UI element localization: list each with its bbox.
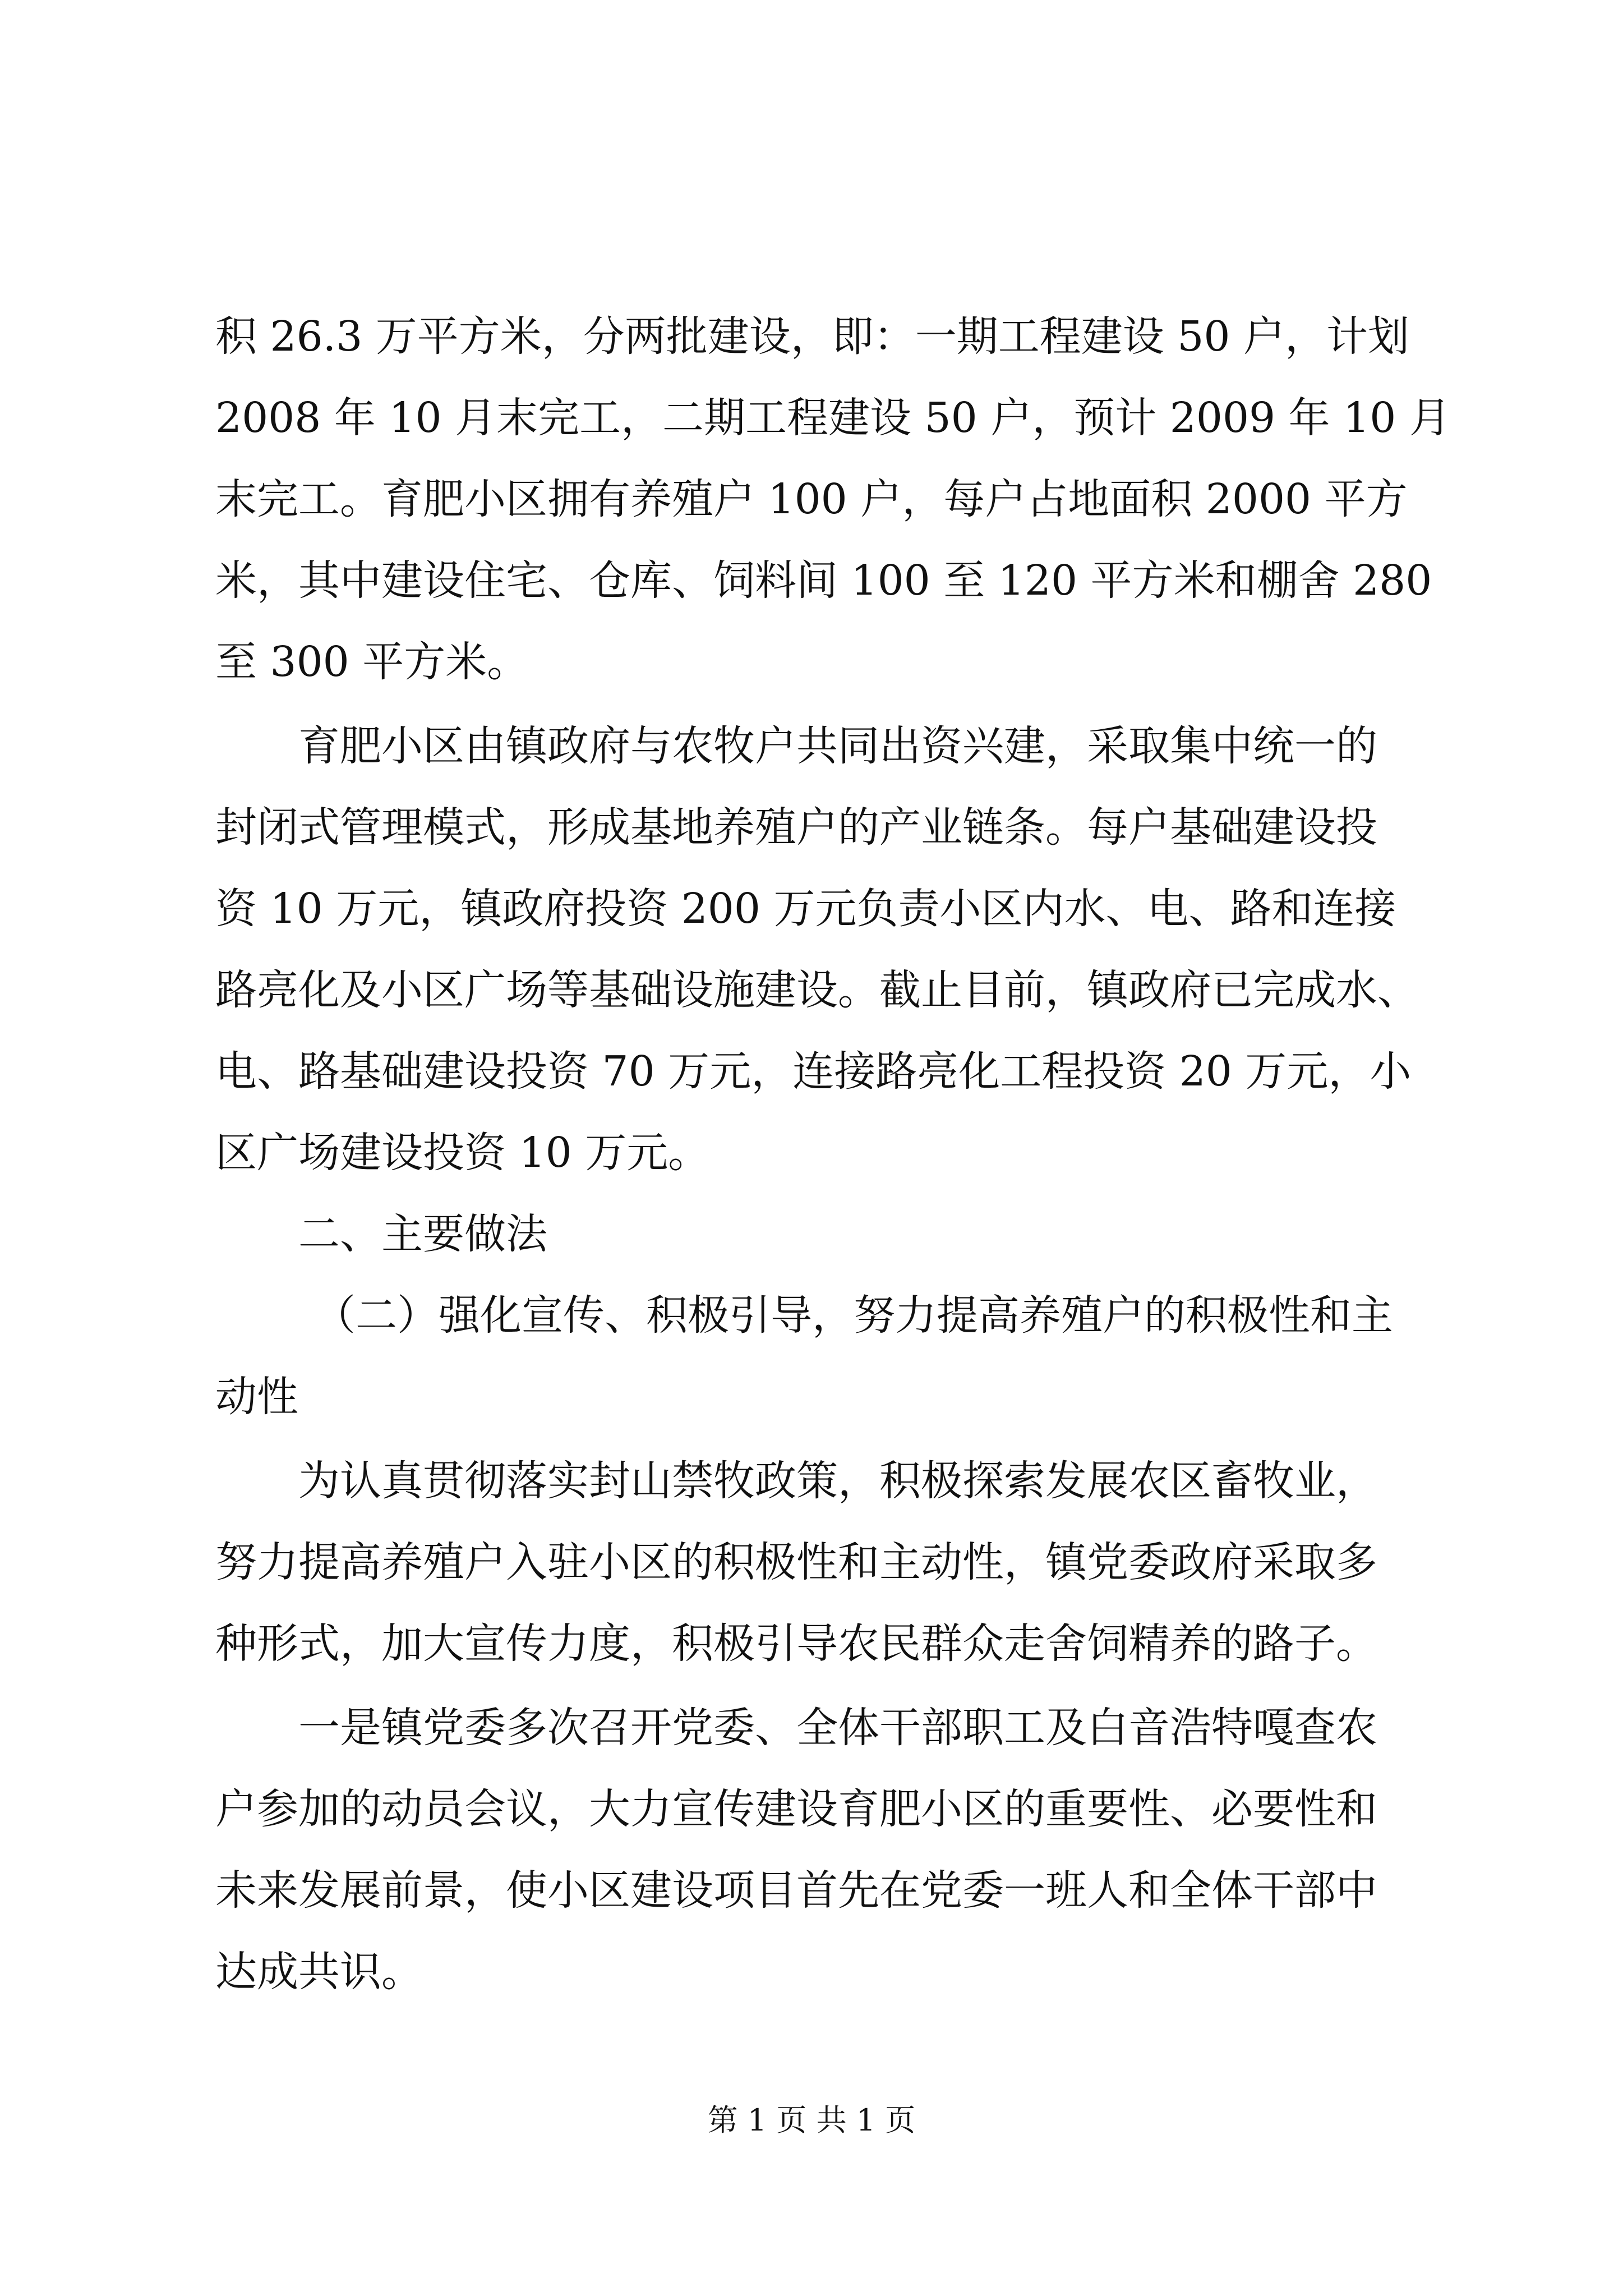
paragraph-2-line-2: 封闭式管理模式，形成基地养殖户的产业链条。每户基础建设投 bbox=[215, 803, 1377, 852]
paragraph-1-line-5: 至 300 平方米。 bbox=[215, 638, 529, 686]
paragraph-3-line-3: 种形式，加大宣传力度，积极引导农民群众走舍饲精养的路子。 bbox=[215, 1619, 1377, 1668]
paragraph-3-line-2: 努力提高养殖户入驻小区的积极性和主动性，镇党委政府采取多 bbox=[215, 1538, 1377, 1586]
paragraph-3-line-1: 为认真贯彻落实封山禁牧政策，积极探索发展农区畜牧业， bbox=[298, 1457, 1377, 1505]
paragraph-2-line-6: 区广场建设投资 10 万元。 bbox=[215, 1129, 710, 1177]
paragraph-4-line-1: 一是镇党委多次召开党委、全体干部职工及白音浩特嘎查农 bbox=[298, 1704, 1377, 1752]
paragraph-4-line-4: 达成共识。 bbox=[215, 1948, 423, 1996]
paragraph-1-line-4: 米，其中建设住宅、仓库、饲料间 100 至 120 平方米和棚舍 280 bbox=[215, 556, 1432, 605]
section-heading: 二、主要做法 bbox=[298, 1210, 547, 1258]
paragraph-2-line-1: 育肥小区由镇政府与农牧户共同出资兴建，采取集中统一的 bbox=[298, 722, 1377, 770]
paragraph-2-line-4: 路亮化及小区广场等基础设施建设。截止目前，镇政府已完成水、 bbox=[215, 966, 1419, 1014]
paragraph-4-line-2: 户参加的动员会议，大力宣传建设育肥小区的重要性、必要性和 bbox=[215, 1785, 1377, 1833]
paragraph-2-line-5: 电、路基础建设投资 70 万元，连接路亮化工程投资 20 万元，小 bbox=[215, 1047, 1412, 1096]
paragraph-2-line-3: 资 10 万元，镇政府投资 200 万元负责小区内水、电、路和连接 bbox=[215, 885, 1396, 933]
paragraph-1-line-1: 积 26.3 万平方米，分两批建设，即：一期工程建设 50 户，计划 bbox=[215, 312, 1410, 361]
paragraph-4-line-3: 未来发展前景，使小区建设项目首先在党委一班人和全体干部中 bbox=[215, 1866, 1377, 1915]
paragraph-1-line-3: 末完工。育肥小区拥有养殖户 100 户，每户占地面积 2000 平方 bbox=[215, 475, 1408, 523]
subsection-heading-line-2: 动性 bbox=[215, 1373, 298, 1421]
page-footer: 第 1 页 共 1 页 bbox=[707, 2102, 916, 2138]
subsection-heading-line-1: （二）强化宣传、积极引导，努力提高养殖户的积极性和主 bbox=[314, 1291, 1393, 1340]
paragraph-1-line-2: 2008 年 10 月末完工，二期工程建设 50 户，预计 2009 年 10 月 bbox=[215, 394, 1451, 442]
